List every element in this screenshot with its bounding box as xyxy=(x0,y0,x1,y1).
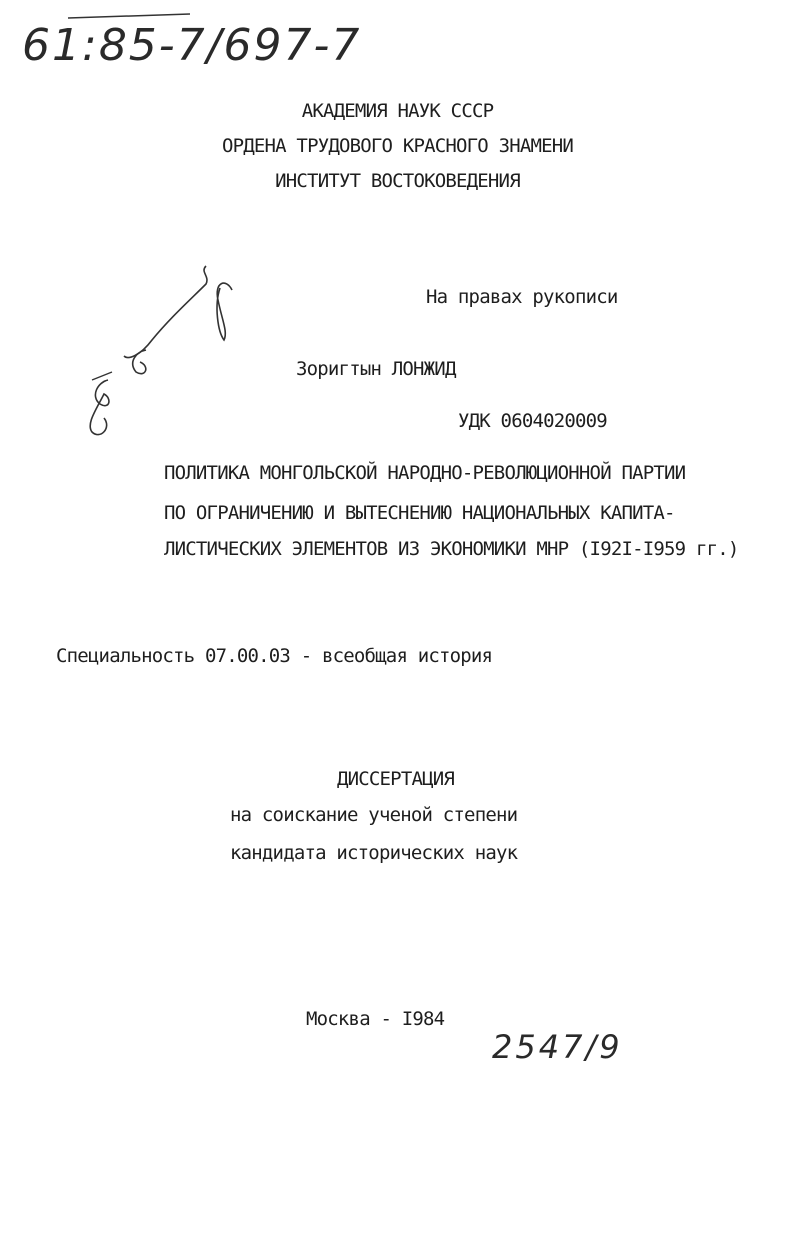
handwritten-shelfmark: 61:85-7/697-7 xyxy=(22,20,362,71)
degree-line-2: на соискание ученой степени xyxy=(230,804,518,826)
title-line-2: ПО ОГРАНИЧЕНИЮ И ВЫТЕСНЕНИЮ НАЦИОНАЛЬНЫХ КАПИТА- xyxy=(164,502,675,524)
degree-line-1: ДИССЕРТАЦИЯ xyxy=(336,768,455,790)
specialty: Специальность 07.00.03 - всеобщая история xyxy=(56,645,493,667)
institution-line-3: ИНСТИТУТ ВОСТОКОВЕДЕНИЯ xyxy=(275,170,520,192)
manuscript-note: На правах рукописи xyxy=(426,286,618,308)
author-name: Зоригтын ЛОНЖИД xyxy=(296,358,456,380)
degree-line-3: кандидата исторических наук xyxy=(230,842,518,864)
institution-line-2: ОРДЕНА ТРУДОВОГО КРАСНОГО ЗНАМЕНИ xyxy=(221,135,574,157)
udc-code: УДК 0604020009 xyxy=(458,410,607,432)
title-line-3: ЛИСТИЧЕСКИХ ЭЛЕМЕНТОВ ИЗ ЭКОНОМИКИ МНР (I92I-I959 гг.) xyxy=(164,538,739,560)
institution-line-1: АКАДЕМИЯ НАУК СССР xyxy=(301,100,494,122)
title-line-1: ПОЛИТИКА МОНГОЛЬСКОЙ НАРОДНО-РЕВОЛЮЦИОННОЙ ПАРТИИ xyxy=(164,462,686,484)
handwritten-number: 2547/9 xyxy=(492,1028,623,1066)
place-year: Москва - I984 xyxy=(306,1008,445,1030)
